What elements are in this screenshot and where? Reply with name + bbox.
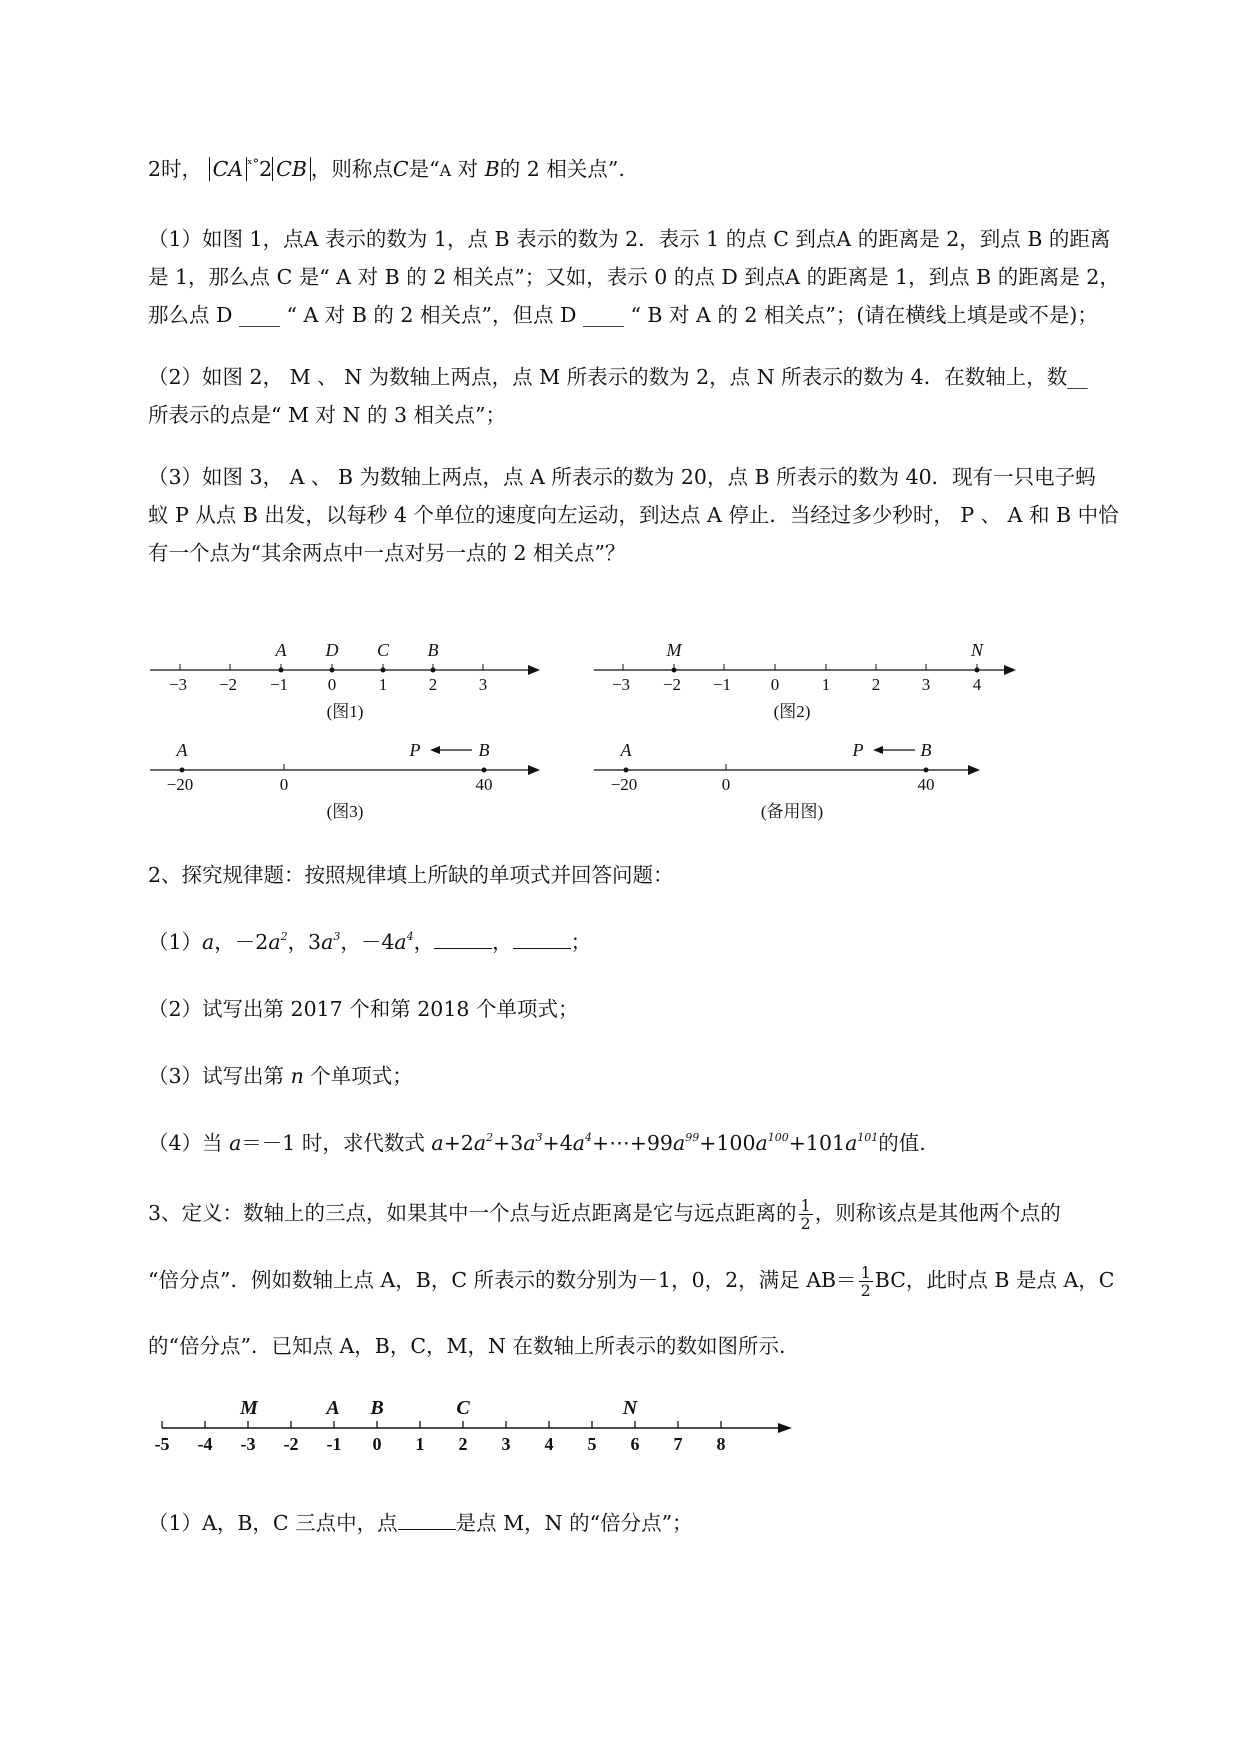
q2-sub3-suffix: 个单项式； [303,1064,413,1088]
fig1-tick-label: 0 [327,675,337,694]
fig1-label-c: C [376,640,390,660]
q3-fig-tick-label: -5 [154,1434,170,1454]
q2-term-1: a [202,930,215,954]
intro-a: A [439,161,452,180]
fig1-arrow [528,665,540,675]
q3-sub1-start: （1）A，B，C 三点中，点 [148,1511,398,1535]
q2-term-3-coef: ，3 [287,930,322,954]
fig-backup-motion-arrowhead [873,746,883,754]
q3-fraction-half: $\frac{1}{2}$ [800,1196,811,1233]
fig3-arrow [528,765,540,775]
q2-semicolon: ； [570,930,592,954]
q1-part1-line3: 那么点 D ____ “ A 对 B 的 2 相关点”，但点 D ____ “ B 对 A 的 2 相关点”；(请在横线上填是或不是)； [148,303,1098,327]
fig-backup-arrow [968,765,980,775]
intro-dui: 对 [457,157,479,181]
q3-fig-tick-label: -3 [240,1434,256,1454]
q1-part2-line2: 所表示的点是“ M 对 N 的 3 相关点”； [148,403,507,427]
q2-sub4-var: a [229,1131,242,1155]
fig2-label-m: M [666,640,682,660]
fig1-tick-label: 3 [478,675,488,694]
abs-ca-text: CA [212,157,244,181]
q3-line1-start: 3、定义：数轴上的三点，如果其中一个点与近点距离是它与远点距离的 [148,1201,797,1225]
fig-backup-point-b-dot [924,768,929,773]
q3-sub1 [148,1508,1148,1538]
q2-sub4-prefix: （4）当 [148,1131,230,1155]
q3-fig-tick-label: 8 [716,1434,726,1454]
fig2-label-n: N [970,640,984,660]
q1-part2-line1: （2）如图 2， M 、 N 为数轴上两点，点 M 所表示的数为 2，点 N 所表示的数为 4．在数轴上，数__ [148,365,1088,389]
fig1-tick-label: 1 [378,675,388,694]
intro-c: C [392,157,409,181]
fig1-point-d-dot [330,668,335,673]
intro-text: 2时， [148,157,203,181]
q2-sub3 [148,1061,1148,1091]
q2-sub1-prefix: （1） [148,930,203,954]
fig-backup-point-a-dot [624,768,629,773]
intro-line [148,150,1148,186]
abs-cb [272,157,311,181]
fig1-label-b: B [427,640,439,660]
q2-term-3-var: $a^3$ [321,930,341,954]
fig1-label-a: A [275,640,287,660]
figure-backup-number-line [580,730,1040,825]
q3-fig-label-m: M [240,1397,258,1419]
q1-part1-line1: （1）如图 1，点A 表示的数为 1，点 B 表示的数为 2．表示 1 的点 C 到点A 的距离是 2，到点 B 的距离 [148,227,1111,251]
fig1-point-a-dot [279,668,284,673]
q2-term-2-var: $a^2$ [268,930,288,954]
fig2-tick-label: 3 [921,675,931,694]
fig2-tick-label: −2 [662,675,682,694]
q2-blank-2[interactable] [513,947,571,949]
q2-sub4 [148,1128,1148,1158]
fig-backup-caption: (备用图) [760,802,824,821]
q3-fig-label-a: A [326,1397,340,1419]
fig3-tick-label: −20 [166,775,194,794]
q2-comma: ， [492,930,513,954]
q3-fig-tick-label: 6 [630,1434,640,1454]
fig2-tick-label: 2 [871,675,881,694]
q2-sub3-prefix: （3）试写出第 [148,1064,291,1088]
fig2-arrow [1004,665,1016,675]
q3-fig-tick-label: 2 [458,1434,468,1454]
intro-mid: ，则称点 [310,157,393,181]
fig-backup-tick-label: 40 [917,775,935,794]
q3-fig-tick-label: -2 [283,1434,299,1454]
fig2-point-m-dot [672,668,677,673]
intro-is: 是“ [408,157,440,181]
q3-fig-tick-label: 3 [501,1434,511,1454]
fig2-tick-label: −3 [611,675,631,694]
fig1-tick-label: −2 [218,675,238,694]
q3-fig-tick-label: 5 [587,1434,597,1454]
q2-comma: ， [413,930,435,954]
fig1-point-b-dot [431,668,436,673]
q1-part3-line1: （3）如图 3， A 、 B 为数轴上两点，点 A 所表示的数为 20，点 B 所表示的数为 40．现有一只电子蚂 [148,465,1096,489]
fig3-motion-arrowhead [430,746,440,754]
fig2-tick-label: 4 [972,675,982,694]
q3-sub1-blank[interactable] [398,1528,456,1530]
q2-sub4-end: 的值. [878,1131,926,1155]
q1-part3-line3: 有一个点为“其余两点中一点对另一点的 2 相关点”？ [148,541,626,565]
figure-1-number-line [0,630,620,725]
fig2-caption: (图2) [773,702,811,721]
fig1-tick-label: −3 [168,675,188,694]
fig3-tick-label: 0 [279,775,289,794]
q3-fig-label-b: B [370,1397,384,1419]
fig1-tick-label: 2 [428,675,438,694]
figure-2-number-line [580,630,1040,725]
q2-blank-1[interactable] [434,947,492,949]
q2-sub1 [148,927,1148,957]
glyph-mark: ˣ° [247,157,260,172]
q1-part3-line2: 蚁 P 从点 B 出发，以每秒 4 个单位的速度向左运动，到达点 A 停止．当经过多少秒时， P 、 A 和 B 中恰 [148,503,1119,527]
q3-fig-label-n: N [622,1397,638,1419]
q3-sub1-end: 是点 M，N 的“倍分点”； [455,1511,693,1535]
fig-backup-label-p: P [852,740,864,760]
figure-3-number-line [0,730,620,825]
q3-fig-tick-label: -1 [326,1434,342,1454]
fig2-tick-label: 0 [770,675,780,694]
q3-fraction-half-2: $\frac{1}{2}$ [860,1263,871,1300]
figure-q3-number-line [0,1390,820,1470]
intro-b: B [484,157,500,181]
abs-cb-text: CB [276,157,307,181]
fig3-label-a: A [176,740,188,760]
q2-sub4-expression: $a+2a^2+3a^3+4a^4+\cdots+99a^{99}+100a^{100}+101a^{101}$ [431,1131,879,1155]
q2-term-4-coef: ，－4 [340,930,395,954]
fig-backup-tick-label: −20 [610,775,638,794]
fig2-point-n-dot [975,668,980,673]
q3-fig-tick-label: 7 [673,1434,683,1454]
fig-backup-label-a: A [620,740,632,760]
q3-fig-tick-label: -4 [197,1434,213,1454]
q2-title: 2、探究规律题：按照规律填上所缺的单项式并回答问题： [148,863,674,887]
q2-sub4-cond: ＝－1 时，求代数式 [241,1131,432,1155]
fig1-label-d: D [325,640,339,660]
intro-two: 2 [259,157,273,181]
fig3-tick-label: 40 [475,775,493,794]
q3-fig-arrow [778,1423,792,1433]
q3-fig-tick-label: 4 [544,1434,554,1454]
q3-fig-label-c: C [456,1397,470,1419]
q3-line2-start: “倍分点”．例如数轴上点 A，B，C 所表示的数分别为－1，0，2，满足 AB＝ [148,1268,857,1292]
fig3-caption: (图3) [326,802,364,821]
fig1-point-c-dot [381,668,386,673]
fig-backup-label-b: B [920,740,932,760]
fig-backup-tick-label: 0 [721,775,731,794]
fig2-tick-label: 1 [821,675,831,694]
q3-fig-tick-label: 1 [415,1434,425,1454]
q2-sub3-n: n [290,1064,304,1088]
q3-line2 [148,1264,1148,1299]
q3-line3: 的“倍分点”．已知点 A，B，C，M，N 在数轴上所表示的数如图所示. [148,1334,786,1358]
fig1-caption: (图1) [326,702,364,721]
q2-term-4-var: $a^4$ [394,930,414,954]
q3-fig-tick-label: 0 [372,1434,382,1454]
abs-ca [209,157,248,181]
q1-part1-line2: 是 1，那么点 C 是“ A 对 B 的 2 相关点”；又如，表示 0 的点 D 到点A 的距离是 1，到点 B 的距离是 2， [148,265,1120,289]
fig2-tick-label: −1 [712,675,732,694]
q3-line2-end: BC，此时点 B 是点 A，C [874,1268,1115,1292]
fig3-point-a-dot [180,768,185,773]
q3-line1-end: ，则称该点是其他两个点的 [814,1201,1061,1225]
q2-sub2: （2）试写出第 2017 个和第 2018 个单项式； [148,997,579,1021]
q3-line1 [148,1197,1148,1232]
fig3-label-b: B [478,740,490,760]
q2-term-2-coef: ，－2 [214,930,269,954]
q3-fig-ticks [162,1421,721,1428]
fig3-point-b-dot [482,768,487,773]
fig3-label-p: P [409,740,421,760]
fig1-tick-label: −1 [269,675,289,694]
intro-end: 的 2 相关点”. [499,157,625,181]
